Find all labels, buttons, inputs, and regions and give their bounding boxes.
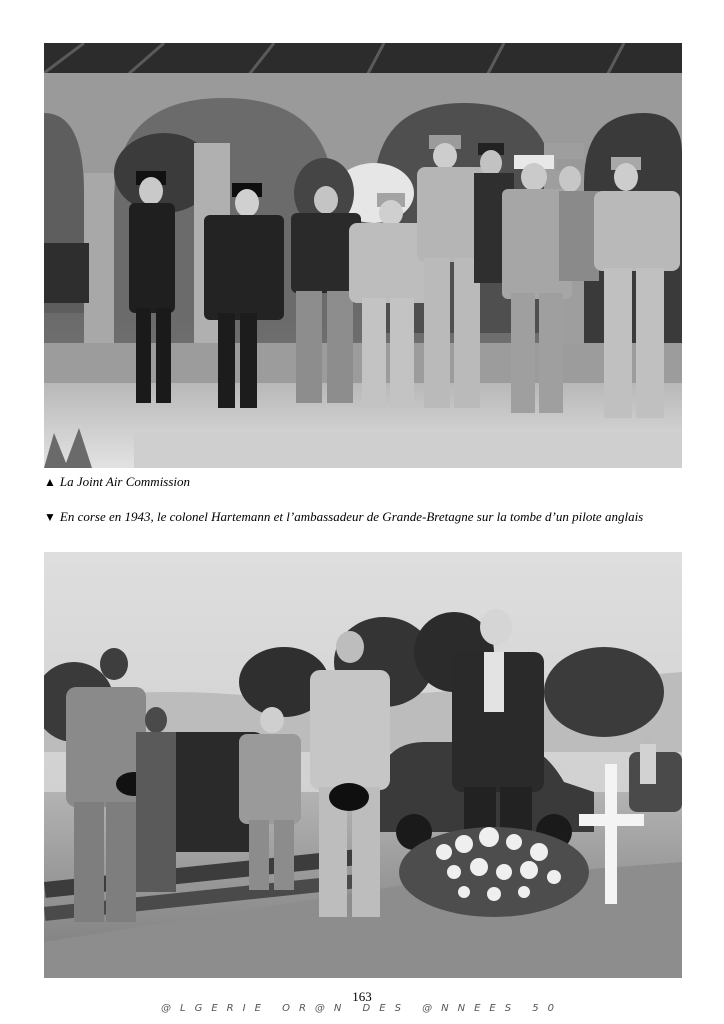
top-photo-caption <box>44 473 684 491</box>
bottom-caption-text: En corse en 1943, le colonel Hartemann et l’ambassadeur de Grande-Bretagne sur la tombe d’un pilote anglais <box>59 509 644 524</box>
bottom-photo-caption <box>44 508 684 526</box>
top-caption-text: La Joint Air Commission <box>59 474 191 489</box>
page-number: 163 <box>352 989 372 1004</box>
joint-air-commission-photo <box>44 43 682 468</box>
corsica-grave-photo <box>44 552 682 978</box>
up-triangle-icon: ▲ <box>44 475 56 489</box>
corsica-grave-image <box>44 552 682 978</box>
footer-text: @LGERIE OR@N DES @NNEES 50 <box>161 1003 563 1014</box>
joint-air-commission-image <box>44 43 682 468</box>
down-triangle-icon: ▼ <box>44 510 56 524</box>
